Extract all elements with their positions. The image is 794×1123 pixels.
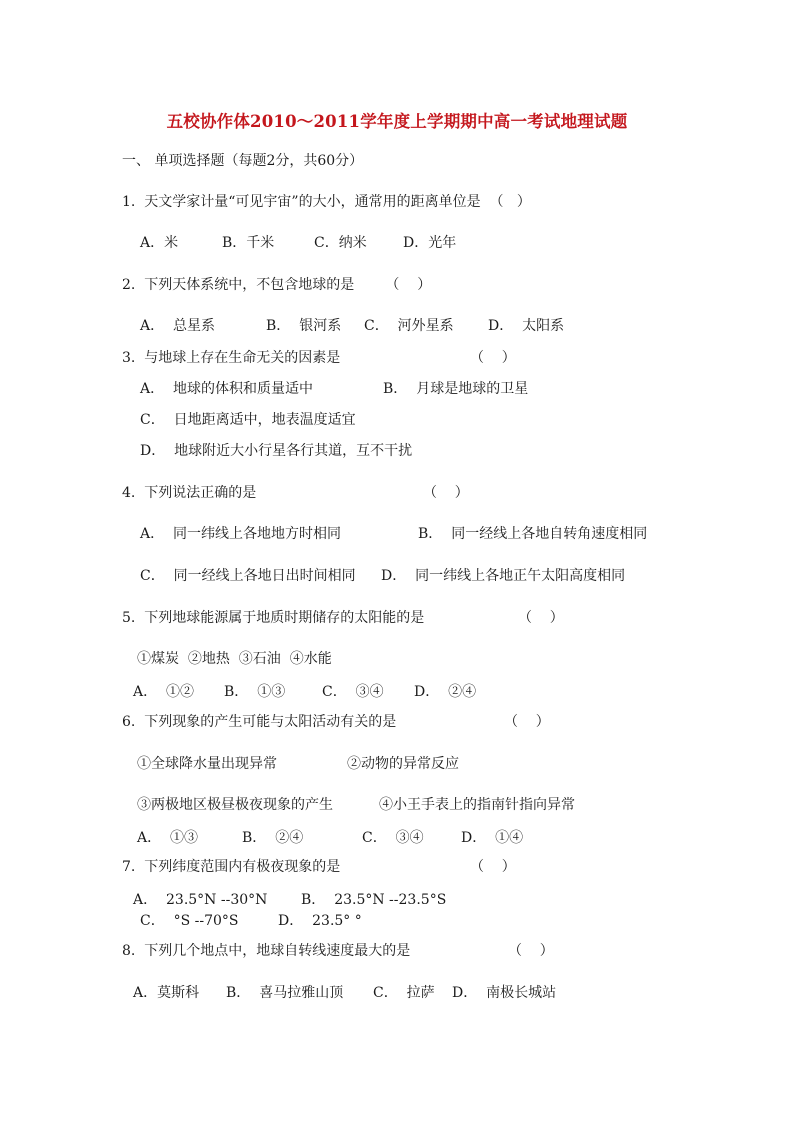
question-5-stem: 5. 下列地球能源属于地质时期储存的太阳能的是 (122, 610, 425, 626)
q2-option-d: D． 太阳系 (488, 318, 565, 334)
exam-title: 五校协作体2010～2011学年度上学期期中高一考试地理试题 (166, 112, 628, 131)
q5-option-d: D． ②④ (414, 684, 477, 700)
q4-option-b: B． 同一经线上各地自转角速度相同 (418, 526, 648, 542)
q6-item-3: ③两极地区极昼极夜现象的产生 (137, 797, 333, 813)
q8-option-d: D． 南极长城站 (452, 985, 557, 1001)
q7-option-d: D． 23.5° ° (278, 913, 362, 929)
q6-item-1: ①全球降水量出现异常 (137, 756, 277, 772)
q1-option-b: B．千米 (222, 235, 275, 251)
question-2-stem: 2. 下列天体系统中，不包含地球的是 （ ） (122, 277, 432, 293)
q4-option-c: C． 同一经线上各地日出时间相同 (140, 568, 356, 584)
question-1-stem: 1. 天文学家计量“可见宇宙”的大小，通常用的距离单位是 （ ） (122, 194, 531, 210)
q5-items: ①煤炭 ②地热 ③石油 ④水能 (137, 651, 332, 667)
q6-option-c: C． ③④ (362, 830, 424, 846)
question-6-answer-paren: （ ） (504, 714, 550, 730)
question-7-stem: 7. 下列纬度范围内有极夜现象的是 (122, 859, 341, 875)
q3-option-d: D． 地球附近大小行星各行其道，互不干扰 (140, 443, 413, 459)
section-heading: 一、 单项选择题（每题2分，共60分） (122, 153, 364, 169)
q6-option-d: D． ①④ (461, 830, 524, 846)
q6-item-2: ②动物的异常反应 (347, 756, 459, 772)
q3-option-c: C． 日地距离适中，地表温度适宜 (140, 412, 356, 428)
q7-option-c: C． °S --70°S (140, 913, 239, 929)
q1-option-c: C．纳米 (314, 235, 367, 251)
question-3-answer-paren: （ ） (470, 350, 516, 366)
q2-option-b: B． 银河系 (266, 318, 342, 334)
question-5-answer-paren: （ ） (518, 610, 564, 626)
q3-option-b: B． 月球是地球的卫星 (383, 381, 529, 397)
q6-item-4: ④小王手表上的指南针指向异常 (379, 797, 575, 813)
q8-option-a: A．莫斯科 (133, 985, 200, 1001)
question-4-stem: 4. 下列说法正确的是 (122, 485, 257, 501)
q7-option-b: B． 23.5°N --23.5°S (301, 892, 447, 908)
question-6-stem: 6. 下列现象的产生可能与太阳活动有关的是 (122, 714, 397, 730)
q1-option-d: D．光年 (403, 235, 457, 251)
q6-option-a: A． ①③ (137, 830, 199, 846)
q2-option-a: A． 总星系 (140, 318, 216, 334)
q5-option-c: C． ③④ (322, 684, 384, 700)
q4-option-d: D． 同一纬线上各地正午太阳高度相同 (381, 568, 626, 584)
q6-option-b: B． ②④ (242, 830, 304, 846)
question-8-answer-paren: （ ） (508, 943, 554, 959)
q7-option-a: A． 23.5°N --30°N (133, 892, 268, 908)
q2-option-c: C． 河外星系 (364, 318, 454, 334)
q3-option-a: A． 地球的体积和质量适中 (140, 381, 314, 397)
question-8-stem: 8. 下列几个地点中，地球自转线速度最大的是 (122, 943, 411, 959)
q5-option-b: B． ①③ (224, 684, 286, 700)
question-3-stem: 3. 与地球上存在生命无关的因素是 (122, 350, 341, 366)
q1-option-a: A．米 (140, 235, 179, 251)
q4-option-a: A． 同一纬线上各地地方时相同 (140, 526, 342, 542)
q8-option-b: B． 喜马拉雅山顶 (226, 985, 344, 1001)
question-4-answer-paren: （ ） (423, 485, 469, 501)
q5-option-a: A． ①② (133, 684, 195, 700)
q8-option-c: C． 拉萨 (373, 985, 435, 1001)
question-7-answer-paren: （ ） (470, 859, 516, 875)
